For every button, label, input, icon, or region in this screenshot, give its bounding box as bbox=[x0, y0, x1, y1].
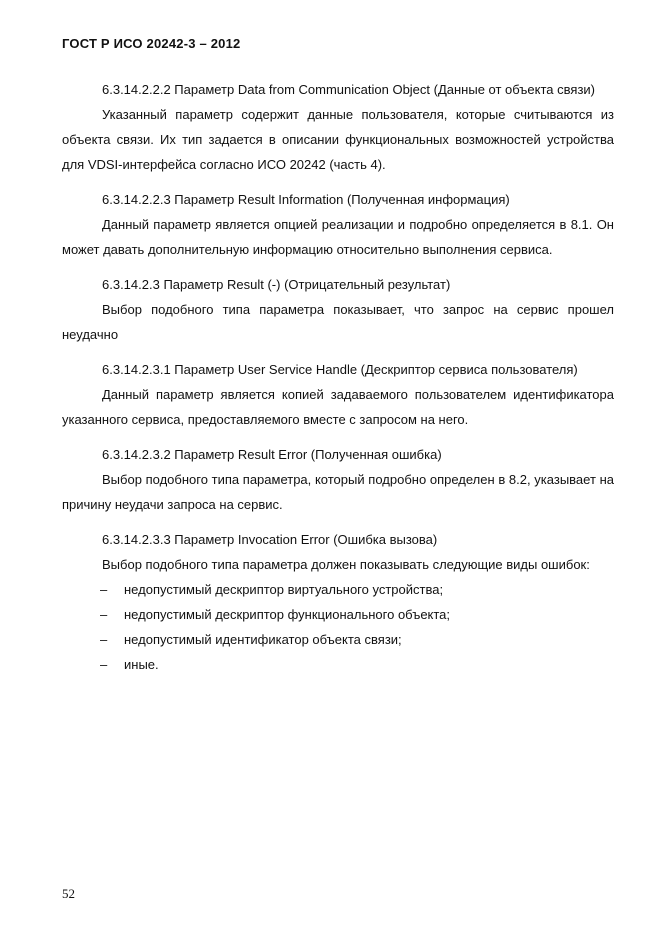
body-paragraph: Выбор подобного типа параметра показывает, что запрос на сервис прошел неудачно bbox=[62, 302, 614, 342]
list-item bbox=[62, 602, 614, 627]
body-paragraph: Указанный параметр содержит данные пользователя, которые считываются из объекта связи. Их тип задается в описании функциональных возможностей устройства для VDSI-интерфейса согласно ИСО 20242 (часть 4). bbox=[62, 107, 614, 172]
document-header: ГОСТ Р ИСО 20242-3 – 2012 bbox=[62, 36, 241, 51]
body-paragraph: Выбор подобного типа параметра, который подробно определен в 8.2, указывает на причину неудачи запроса на сервис. bbox=[62, 472, 614, 512]
body-paragraph: Выбор подобного типа параметра должен показывать следующие виды ошибок: bbox=[102, 557, 590, 572]
body-paragraph: Данный параметр является опцией реализации и подробно определяется в 8.1. Он может давать дополнительную информацию относительно выполнения сервиса. bbox=[62, 217, 614, 257]
list-item bbox=[62, 627, 614, 652]
page-number: 52 bbox=[62, 886, 75, 901]
section-heading: 6.3.14.2.3.2 Параметр Result Error (Полученная ошибка) bbox=[102, 447, 442, 462]
error-list bbox=[62, 577, 614, 677]
list-item-text: недопустимый дескриптор функционального объекта; bbox=[124, 607, 451, 622]
list-dash: – bbox=[100, 632, 108, 647]
list-item bbox=[62, 577, 614, 602]
section-heading: 6.3.14.2.2.3 Параметр Result Information (Полученная информация) bbox=[102, 192, 510, 207]
list-item-text: недопустимый идентификатор объекта связи; bbox=[124, 632, 402, 647]
section-heading: 6.3.14.2.3.3 Параметр Invocation Error (Ошибка вызова) bbox=[102, 532, 438, 547]
list-item bbox=[62, 652, 614, 677]
section-heading: 6.3.14.2.2.2 Параметр Data from Communication Object (Данные от объекта связи) bbox=[102, 82, 595, 97]
list-item-text: иные. bbox=[124, 657, 159, 672]
list-item-text: недопустимый дескриптор виртуального устройства; bbox=[124, 582, 444, 597]
section-heading: 6.3.14.2.3 Параметр Result (-) (Отрицательный результат) bbox=[102, 277, 451, 292]
list-dash: – bbox=[100, 607, 108, 622]
section-heading: 6.3.14.2.3.1 Параметр User Service Handle (Дескриптор сервиса пользователя) bbox=[102, 362, 578, 377]
list-dash: – bbox=[100, 582, 108, 597]
document-page bbox=[62, 0, 614, 935]
body-paragraph: Данный параметр является копией задаваемого пользователем идентификатора указанного сервиса, предоставляемого вместе с запросом на него. bbox=[62, 387, 614, 427]
list-dash: – bbox=[100, 657, 108, 672]
document-body bbox=[62, 77, 614, 677]
